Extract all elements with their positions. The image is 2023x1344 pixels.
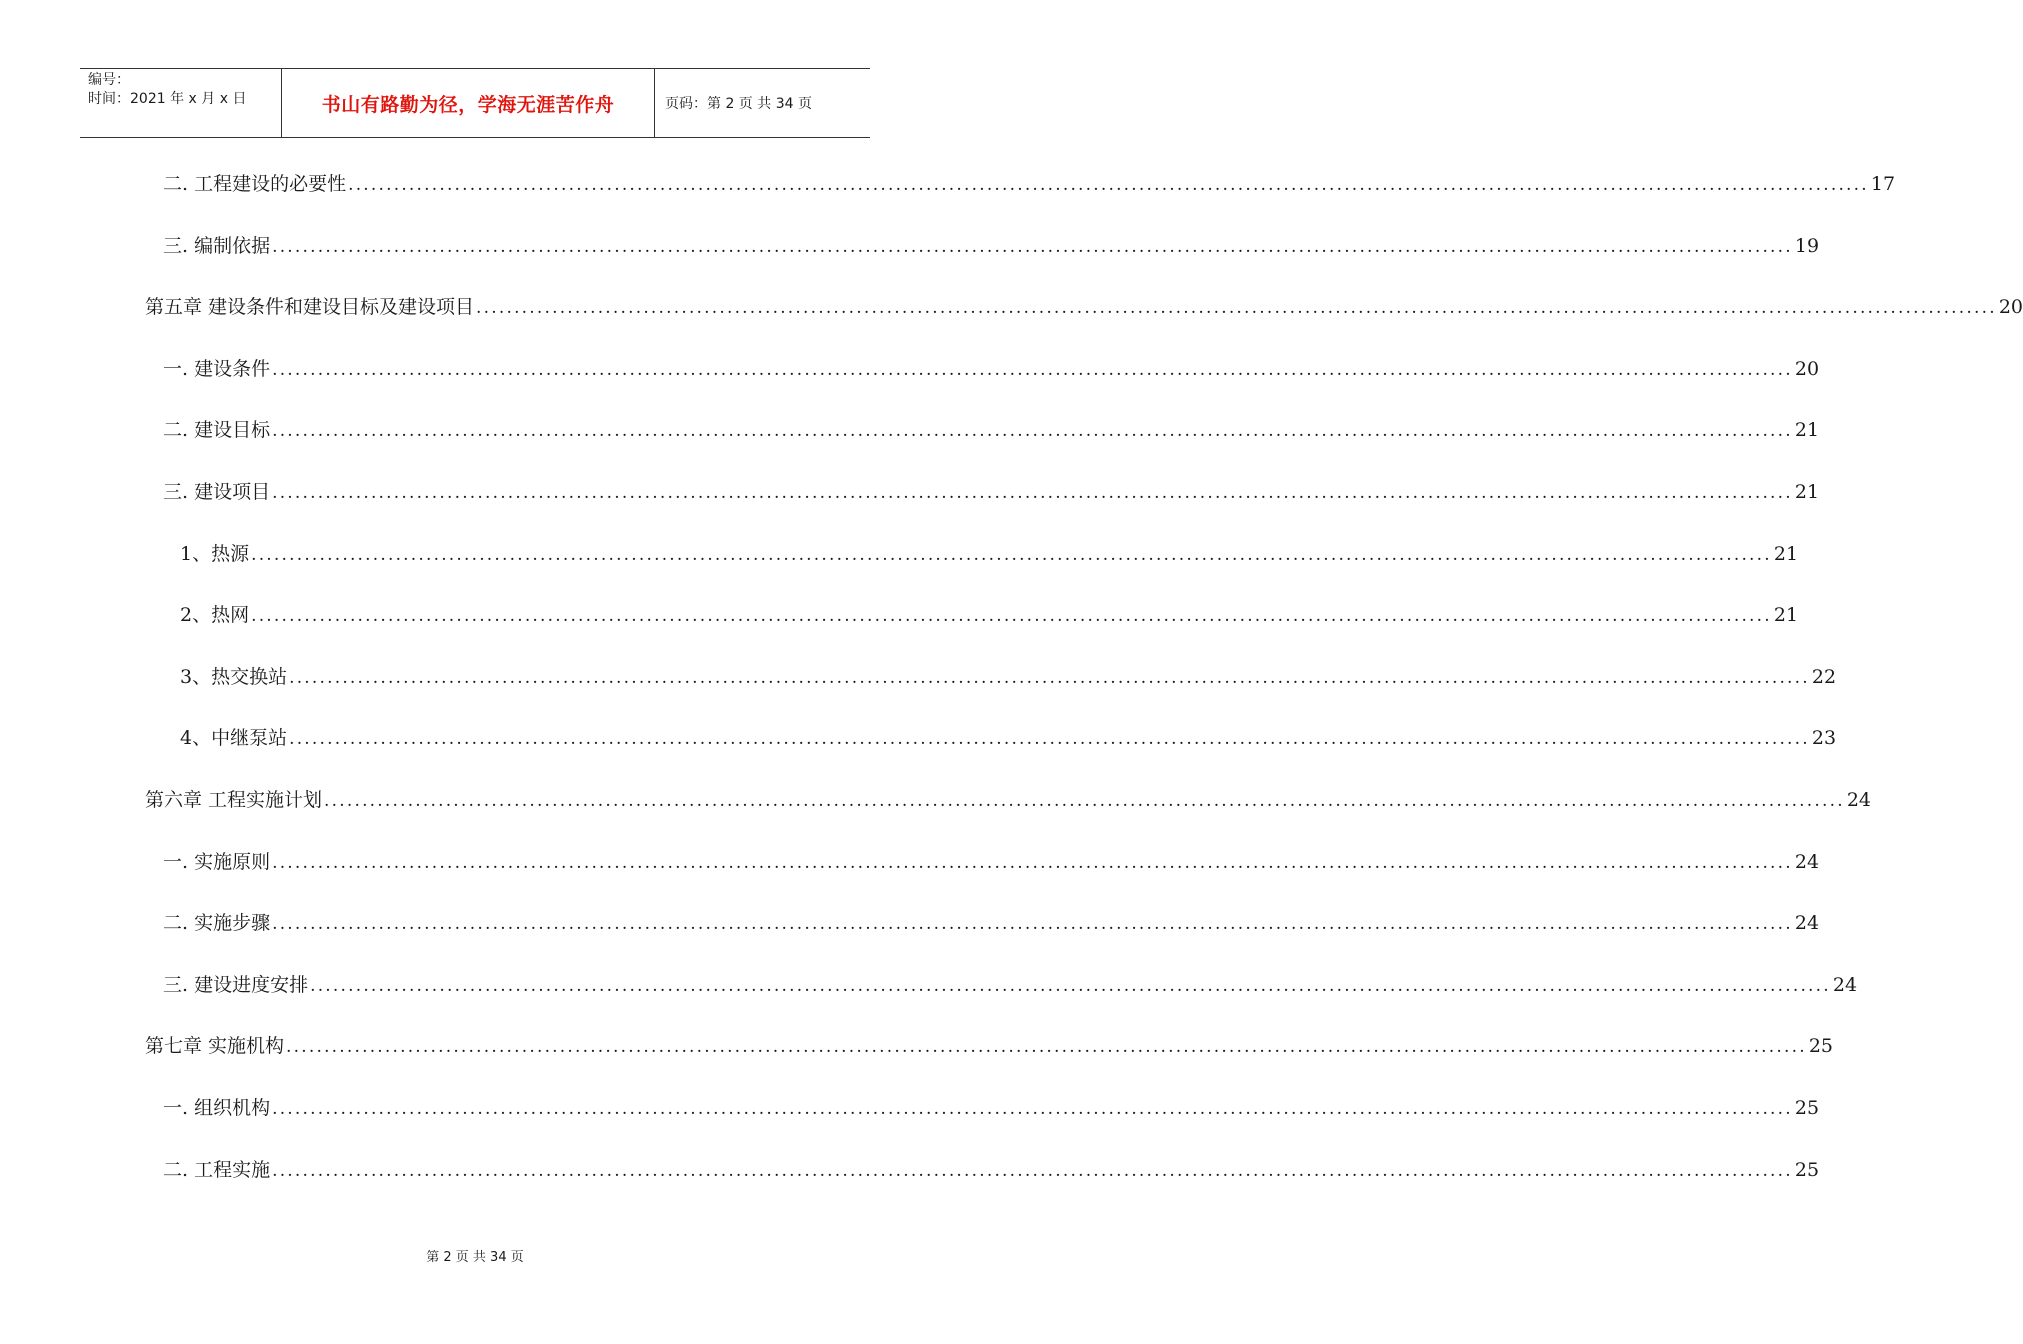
header-motto: 书山有路勤为径，学海无涯苦作舟 xyxy=(321,93,615,116)
toc-entry-page: 25 xyxy=(1808,1035,1833,1057)
toc-leader-dots: ........................................................................................................................................................................................................ xyxy=(272,914,1793,934)
toc-entry-label: 一. 组织机构 xyxy=(163,1097,271,1119)
toc-leader-dots: ........................................................................................................................................................................................................ xyxy=(476,298,1997,318)
toc-leader-dots: ........................................................................................................................................................................................................ xyxy=(348,175,1869,195)
toc-entry-label: 1、热源 xyxy=(180,543,250,565)
toc-entry-label: 第七章 实施机构 xyxy=(145,1035,285,1057)
toc-entry[interactable] xyxy=(180,540,1799,568)
toc-entry-label: 一. 建设条件 xyxy=(163,358,271,380)
toc-entry-page: 20 xyxy=(1794,358,1820,380)
toc-leader-dots: ........................................................................................................................................................................................................ xyxy=(272,237,1793,257)
toc-entry-page: 24 xyxy=(1832,974,1858,996)
toc-entry[interactable] xyxy=(145,786,1871,814)
toc-entry[interactable] xyxy=(180,601,1799,629)
toc-entry-label: 三. 建设项目 xyxy=(163,481,271,503)
toc-leader-dots: ........................................................................................................................................................................................................ xyxy=(286,1037,1807,1057)
toc-entry-label: 三. 建设进度安排 xyxy=(163,974,309,996)
toc-leader-dots: ........................................................................................................................................................................................................ xyxy=(251,545,1772,565)
toc-entry-label: 3、热交换站 xyxy=(180,666,288,688)
toc-entry-page: 19 xyxy=(1794,235,1820,257)
toc-entry[interactable] xyxy=(163,1156,1820,1184)
toc-leader-dots: ........................................................................................................................................................................................................ xyxy=(289,668,1810,688)
toc-leader-dots: ........................................................................................................................................................................................................ xyxy=(310,976,1831,996)
header-page-cell xyxy=(655,69,870,137)
header-motto-cell xyxy=(282,69,655,137)
toc-entry[interactable] xyxy=(163,1094,1820,1122)
toc-entry-page: 22 xyxy=(1811,666,1837,688)
toc-leader-dots: ........................................................................................................................................................................................................ xyxy=(272,853,1793,873)
toc-entry-label: 4、中继泵站 xyxy=(180,727,288,749)
header-left-cell xyxy=(80,69,282,137)
toc-entry-label: 一. 实施原则 xyxy=(163,851,271,873)
toc-entry-label: 二. 工程建设的必要性 xyxy=(163,173,347,195)
toc-leader-dots: ........................................................................................................................................................................................................ xyxy=(289,729,1810,749)
toc-entry[interactable] xyxy=(145,1032,1833,1060)
page-footer xyxy=(0,1246,950,1265)
toc-leader-dots: ........................................................................................................................................................................................................ xyxy=(272,421,1793,441)
document-number-label: 编号： xyxy=(88,72,130,88)
page-header xyxy=(80,68,870,138)
toc-entry[interactable] xyxy=(163,232,1820,260)
toc-entry[interactable] xyxy=(145,293,2023,321)
toc-entry-page: 24 xyxy=(1846,789,1871,811)
toc-entry-label: 二. 实施步骤 xyxy=(163,912,271,934)
toc-entry-label: 二. 建设目标 xyxy=(163,419,271,441)
toc-leader-dots: ........................................................................................................................................................................................................ xyxy=(272,1099,1793,1119)
toc-entry-page: 17 xyxy=(1870,173,1896,195)
toc-entry-page: 21 xyxy=(1794,481,1820,503)
toc-entry[interactable] xyxy=(163,355,1820,383)
toc-entry-page: 20 xyxy=(1998,296,2023,318)
toc-entry-page: 21 xyxy=(1794,419,1820,441)
toc-entry-label: 二. 工程实施 xyxy=(163,1159,271,1181)
header-page-info: 页码：第 2 页 共 34 页 xyxy=(665,96,812,112)
toc-entry-page: 25 xyxy=(1794,1159,1820,1181)
toc-entry-label: 第五章 建设条件和建设目标及建设项目 xyxy=(145,296,475,318)
toc-leader-dots: ........................................................................................................................................................................................................ xyxy=(272,483,1793,503)
toc-entry[interactable] xyxy=(180,724,1837,752)
toc-entry[interactable] xyxy=(163,909,1820,937)
toc-entry[interactable] xyxy=(163,416,1820,444)
toc-entry-page: 25 xyxy=(1794,1097,1820,1119)
toc-entry[interactable] xyxy=(163,848,1820,876)
toc-entry-label: 三. 编制依据 xyxy=(163,235,271,257)
toc-entry-page: 23 xyxy=(1811,727,1837,749)
toc-leader-dots: ........................................................................................................................................................................................................ xyxy=(324,791,1845,811)
toc-entry-page: 21 xyxy=(1773,543,1799,565)
toc-entry[interactable] xyxy=(180,663,1837,691)
toc-entry-label: 第六章 工程实施计划 xyxy=(145,789,323,811)
toc-leader-dots: ........................................................................................................................................................................................................ xyxy=(272,1161,1793,1181)
toc-entry-page: 24 xyxy=(1794,912,1820,934)
toc-leader-dots: ........................................................................................................................................................................................................ xyxy=(272,360,1793,380)
footer-page-number: 第 2 页 共 34 页 xyxy=(426,1250,524,1265)
document-time-label: 时间：2021 年 x 月 x 日 xyxy=(88,91,247,107)
toc-entry-page: 21 xyxy=(1773,604,1799,626)
toc-entry[interactable] xyxy=(163,170,1896,198)
toc-entry-page: 24 xyxy=(1794,851,1820,873)
toc-entry[interactable] xyxy=(163,971,1858,999)
toc-entry[interactable] xyxy=(163,478,1820,506)
toc-leader-dots: ........................................................................................................................................................................................................ xyxy=(251,606,1772,626)
toc-entry-label: 2、热网 xyxy=(180,604,250,626)
